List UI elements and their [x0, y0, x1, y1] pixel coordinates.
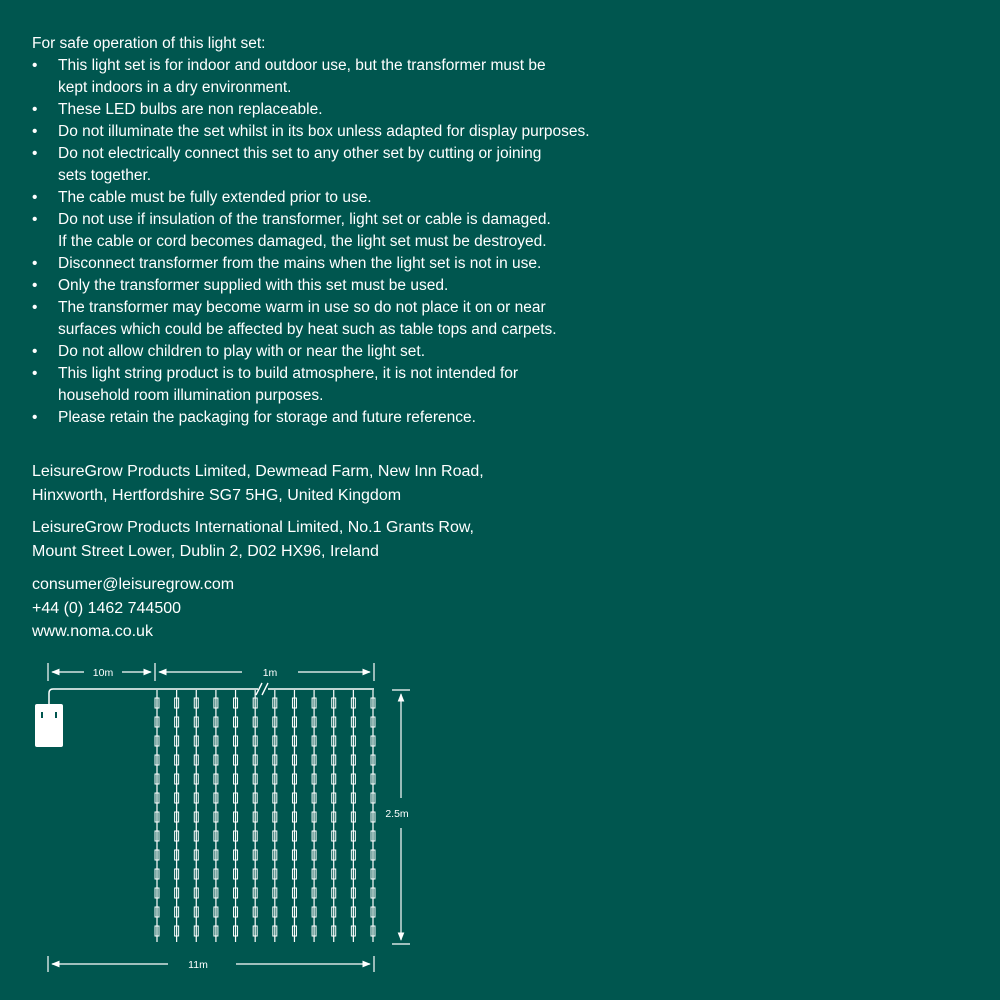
safety-item: • Do not illuminate the set whilst in its box unless adapted for display purposes.	[32, 121, 672, 143]
light-strand	[312, 690, 316, 942]
safety-item: • Only the transformer supplied with this set must be used.	[32, 275, 672, 297]
total-width-label: 11m	[188, 959, 208, 971]
safety-item: • The transformer may become warm in use so do not place it on or near surfaces which could be affected by heat such as table tops and carpets.	[32, 297, 672, 341]
light-curtain-diagram	[0, 650, 1000, 990]
light-strands	[155, 690, 375, 942]
safety-heading: For safe operation of this light set:	[32, 35, 266, 52]
light-strand	[332, 690, 336, 942]
company-address-uk: LeisureGrow Products Limited, Dewmead Farm, New Inn Road, Hinxworth, Hertfordshire SG7 5HG, United Kingdom	[32, 463, 484, 504]
safety-item: • These LED bulbs are non replaceable.	[32, 99, 672, 121]
light-strand	[234, 690, 238, 942]
light-strand	[155, 690, 159, 942]
lead-length-label: 10m	[92, 667, 114, 679]
safety-item: • Do not allow children to play with or near the light set.	[32, 341, 672, 363]
strand-spacing-dimension	[159, 663, 374, 681]
transformer	[35, 704, 63, 747]
safety-item: • This light string product is to build atmosphere, it is not intended for household room illumination purposes.	[32, 363, 672, 407]
contact-website: www.noma.co.uk	[32, 623, 153, 640]
light-strand	[292, 690, 296, 942]
light-strand	[371, 690, 375, 942]
total-width-dimension	[48, 956, 374, 972]
safety-item: • Do not use if insulation of the transformer, light set or cable is damaged. If the cable or cord becomes damaged, the light set must be destroyed.	[32, 209, 672, 253]
safety-item: • Do not electrically connect this set to any other set by cutting or joining sets together.	[32, 143, 672, 187]
light-strand	[273, 690, 277, 942]
light-strand	[214, 690, 218, 942]
safety-list	[32, 55, 672, 429]
light-strand	[351, 690, 355, 942]
drop-height-label: 2.5m	[385, 808, 409, 820]
contact-details	[32, 573, 234, 644]
light-strand	[253, 690, 257, 942]
safety-item: • The cable must be fully extended prior to use.	[32, 187, 672, 209]
drop-height-dimension	[385, 690, 410, 944]
lead-length-dimension	[48, 663, 155, 681]
safety-item: • This light set is for indoor and outdoor use, but the transformer must be kept indoors in a dry environment.	[32, 55, 672, 99]
strand-spacing-label: 1m	[262, 667, 278, 679]
company-address-ireland: LeisureGrow Products International Limited, No.1 Grants Row, Mount Street Lower, Dublin 2, D02 HX96, Ireland	[32, 519, 474, 560]
contact-phone: +44 (0) 1462 744500	[32, 599, 182, 617]
safety-section	[32, 33, 672, 429]
safety-item: • Please retain the packaging for storage and future reference.	[32, 407, 672, 429]
light-strand	[194, 690, 198, 942]
safety-item: • Disconnect transformer from the mains when the light set is not in use.	[32, 253, 672, 275]
contact-email: consumer@leisuregrow.com	[32, 576, 235, 593]
lead-cable	[49, 689, 258, 704]
light-strand	[175, 690, 179, 942]
